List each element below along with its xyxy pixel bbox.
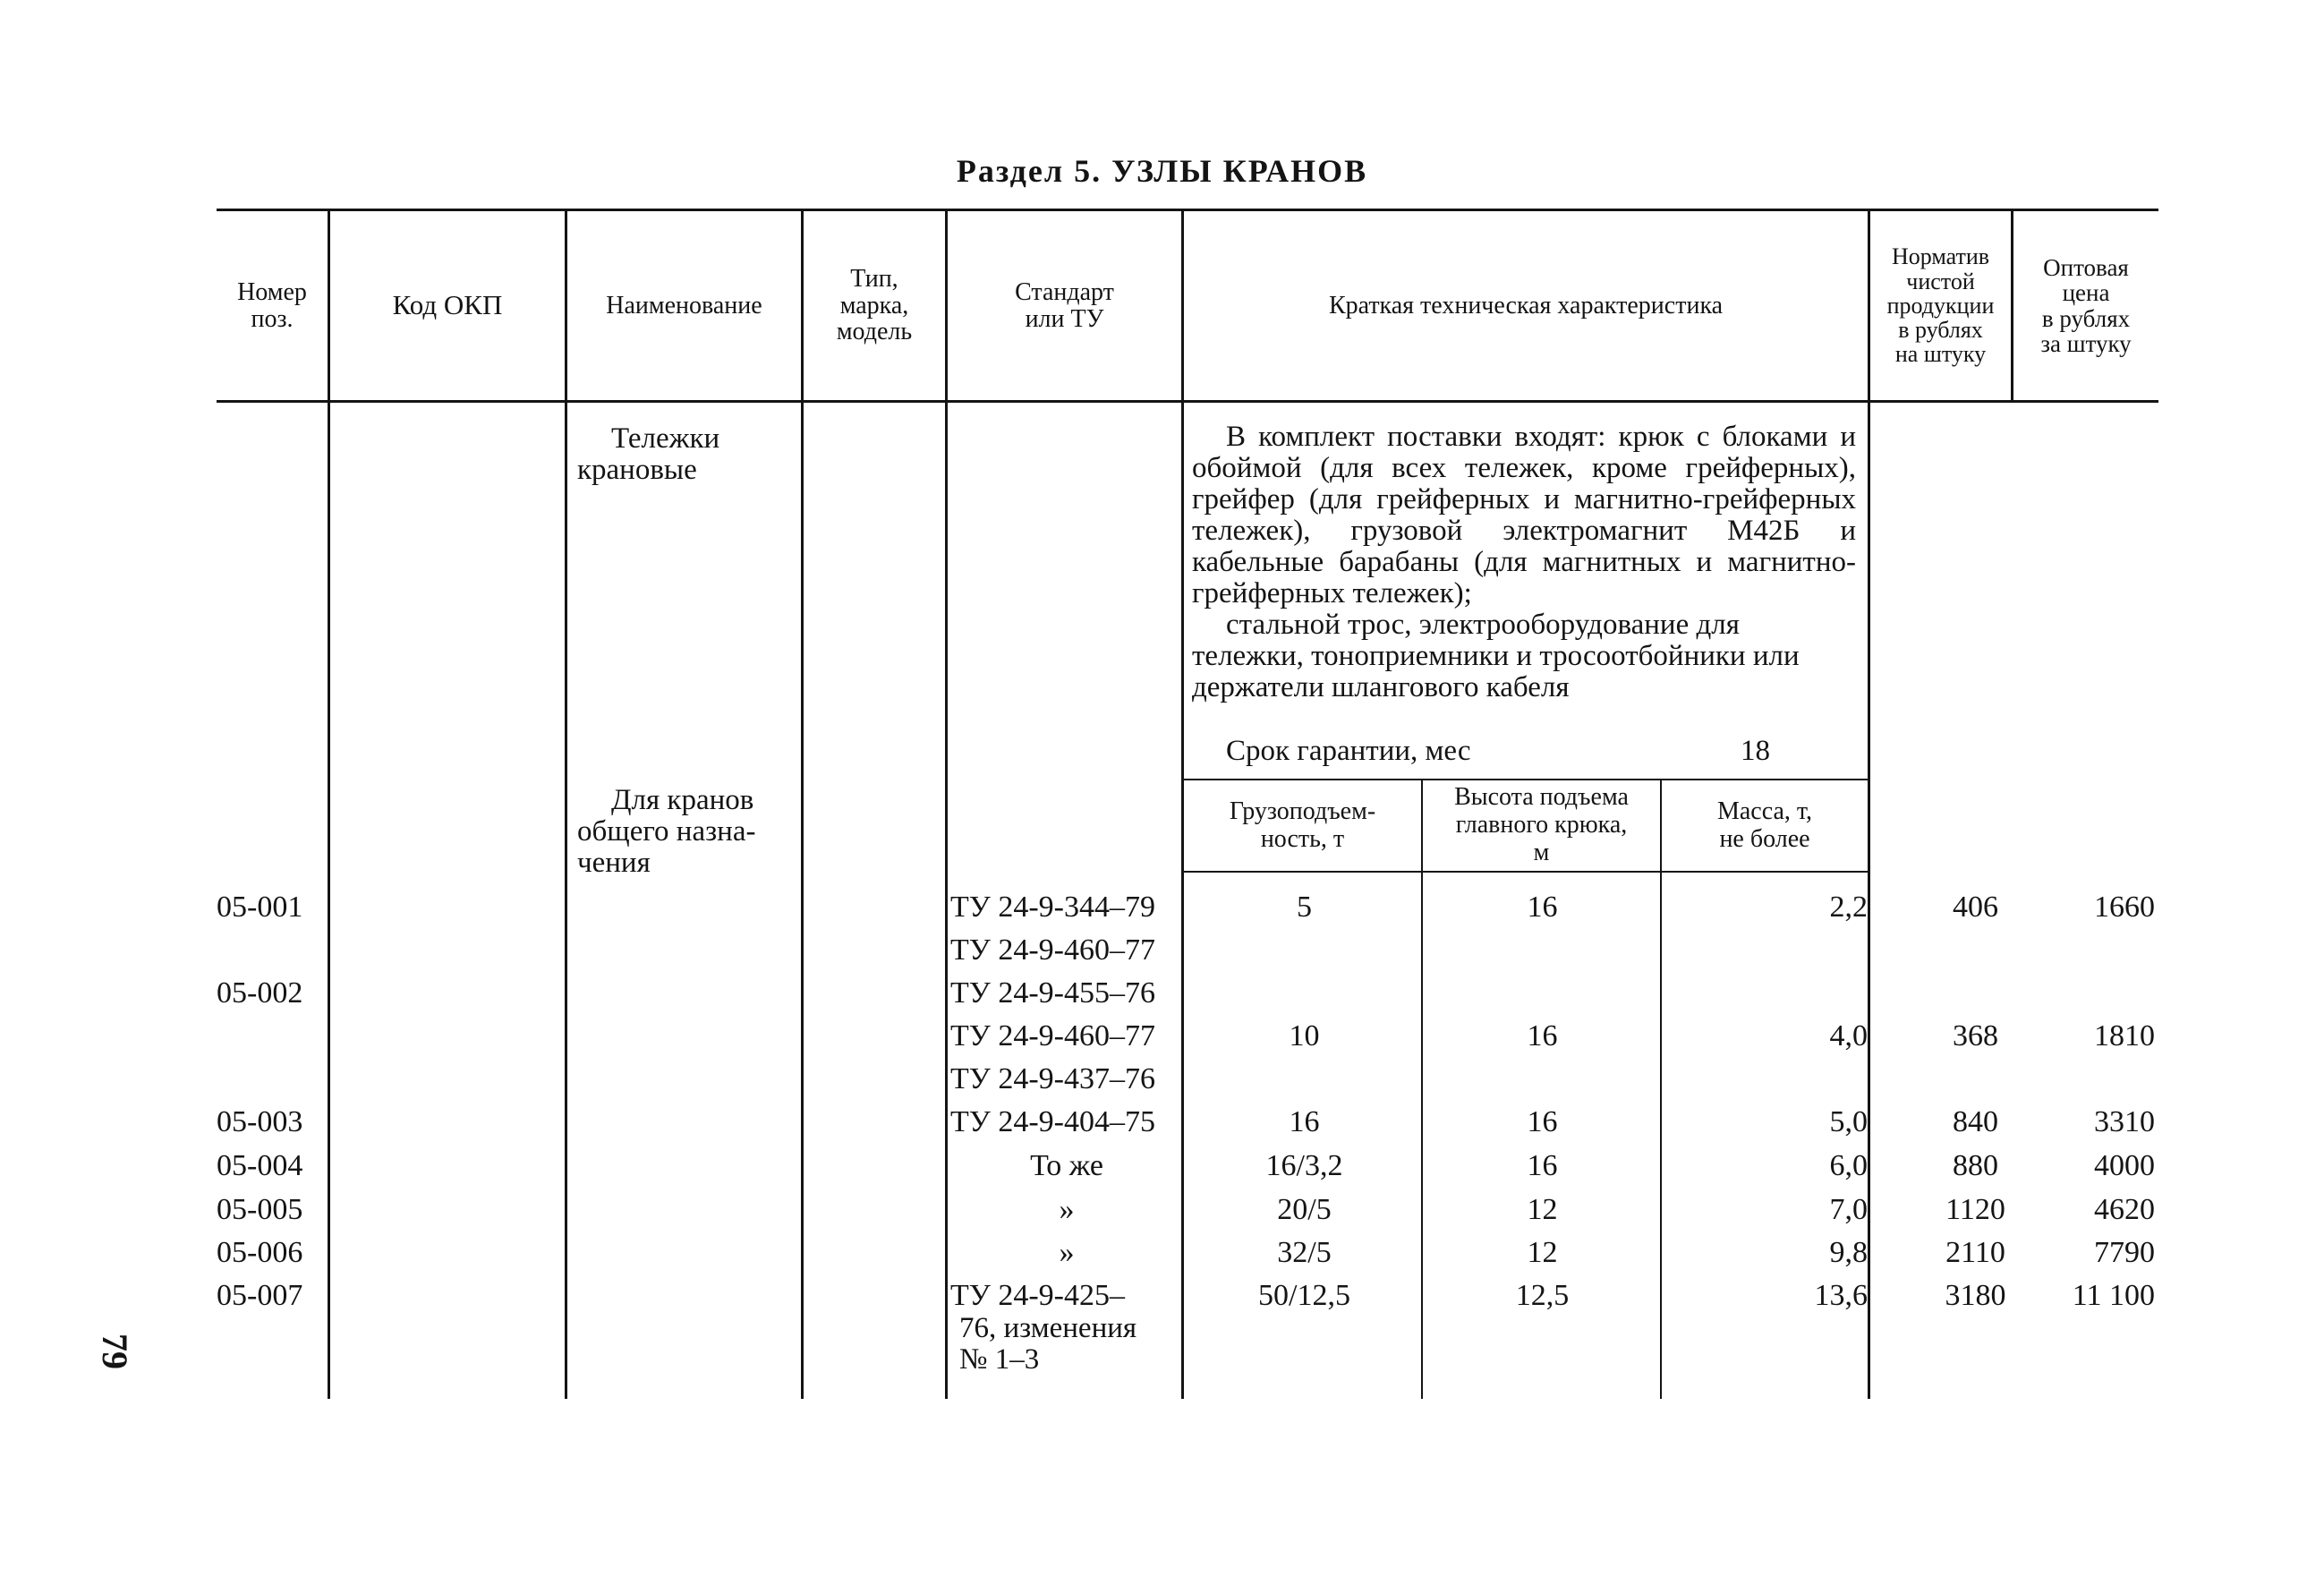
table-row (0, 976, 2324, 1012)
header-type: Тип, марка, модель (836, 265, 913, 346)
cell-load: 16/3,2 (1265, 1149, 1343, 1182)
cell-load: 16 (1289, 1105, 1320, 1138)
cell-price: 1660 (2094, 890, 2155, 924)
cell-mass: 2,2 (1829, 890, 1868, 924)
cell-norm: 406 (1953, 890, 1998, 924)
cell-height: 16 (1527, 1105, 1558, 1138)
group-name: Тележки крановые (577, 422, 720, 486)
cell-standard: » (1059, 1193, 1075, 1226)
cell-mass: 9,8 (1829, 1236, 1868, 1269)
cell-standard: ТУ 24-9-344–79 (950, 890, 1155, 924)
cell-norm: 368 (1953, 1019, 1998, 1052)
cell-mass: 6,0 (1829, 1149, 1868, 1182)
cell-standard: ТУ 24-9-455–76 (950, 976, 1155, 1010)
cell-height: 16 (1527, 1019, 1558, 1052)
cell-pos: 05-007 (217, 1279, 303, 1312)
table-row (0, 1062, 2324, 1098)
subheader-height: Высота подъема главного крюка, м (1454, 783, 1629, 866)
cell-height: 16 (1527, 1149, 1558, 1182)
cell-standard: ТУ 24-9-404–75 (950, 1105, 1155, 1138)
delivery-paragraph-2: стальной трос, электрооборудование для тележки, тоноприемники и тросоотбойники или держатели шлангового кабеля (1192, 609, 1800, 703)
warranty-label: Срок гарантии, мес (1226, 735, 1471, 767)
table-row (0, 1193, 2324, 1229)
subheader-bottom-rule (1183, 871, 1868, 873)
table-row (0, 890, 2324, 926)
header-name: Наименование (606, 291, 762, 320)
cell-price: 4620 (2094, 1193, 2155, 1226)
cell-pos: 05-001 (217, 890, 303, 924)
cell-pos: 05-003 (217, 1105, 303, 1138)
cell-price: 3310 (2094, 1105, 2155, 1138)
cell-mass: 5,0 (1829, 1105, 1868, 1138)
cell-pos: 05-005 (217, 1193, 303, 1226)
cell-price: 11 100 (2072, 1279, 2155, 1312)
table-row (0, 1236, 2324, 1272)
cell-mass: 4,0 (1829, 1019, 1868, 1052)
header-norm: Норматив чистой продукции в рублях на штуку (1886, 243, 1995, 368)
cell-standard: ТУ 24-9-460–77 (950, 933, 1155, 967)
cell-norm: 1120 (1945, 1193, 2005, 1226)
table-row (0, 1105, 2324, 1141)
table-row (0, 1149, 2324, 1185)
cell-price: 1810 (2094, 1019, 2155, 1052)
table-row (0, 933, 2324, 969)
cell-pos: 05-002 (217, 976, 303, 1010)
table-row (0, 1279, 2324, 1315)
cell-norm: 840 (1953, 1105, 1998, 1138)
cell-pos: 05-004 (217, 1149, 303, 1182)
cell-height: 12 (1527, 1236, 1558, 1269)
cell-height: 16 (1527, 890, 1558, 924)
cell-standard: То же (1030, 1149, 1103, 1182)
header-tech: Краткая техническая характеристика (1328, 291, 1724, 320)
standard-continuation: 76, изменения № 1–3 (959, 1312, 1137, 1376)
cell-mass: 13,6 (1814, 1279, 1868, 1312)
page-number: 79 (95, 1334, 135, 1369)
warranty-value: 18 (1741, 735, 1770, 767)
delivery-description (1192, 422, 1856, 703)
cell-standard: ТУ 24-9-460–77 (950, 1019, 1155, 1052)
cell-standard: ТУ 24-9-437–76 (950, 1062, 1155, 1095)
cell-height: 12 (1527, 1193, 1558, 1226)
cell-load: 32/5 (1277, 1236, 1332, 1269)
cell-load: 20/5 (1277, 1193, 1332, 1226)
cell-standard: ТУ 24-9-425– (950, 1279, 1125, 1312)
header-pos: Номер поз. (237, 278, 307, 333)
cell-price: 7790 (2094, 1236, 2155, 1269)
cell-price: 4000 (2094, 1149, 2155, 1182)
delivery-paragraph-1: В комплект поставки входят: крюк с блоками и обоймой (для всех тележек, кроме грейферных), грейфер (для грейферных и магнитно-грейферных тележек), грузовой электромагнит М42Б и кабельные барабаны (для магнитных и магнитно-грейферных тележек); (1192, 421, 1856, 609)
cell-load: 5 (1297, 890, 1312, 924)
subheader-load: Грузоподъем- ность, т (1229, 797, 1376, 853)
table-row (0, 1019, 2324, 1055)
page-title: Раздел 5. УЗЛЫ КРАНОВ (956, 153, 1368, 189)
header-standard: Стандарт или ТУ (1015, 278, 1114, 333)
subheader-mass: Масса, т, не более (1716, 797, 1813, 853)
cell-norm: 3180 (1945, 1279, 2006, 1312)
cell-load: 50/12,5 (1258, 1279, 1350, 1312)
subgroup-name: Для кранов общего назна- чения (577, 784, 756, 879)
header-okp: Код ОКП (392, 289, 503, 321)
cell-norm: 880 (1953, 1149, 1998, 1182)
header-price: Оптовая цена в рублях за штуку (2040, 253, 2132, 357)
cell-load: 10 (1289, 1019, 1320, 1052)
cell-norm: 2110 (1945, 1236, 2005, 1269)
cell-mass: 7,0 (1829, 1193, 1868, 1226)
cell-pos: 05-006 (217, 1236, 303, 1269)
cell-standard: » (1059, 1236, 1075, 1269)
cell-height: 12,5 (1515, 1279, 1570, 1312)
